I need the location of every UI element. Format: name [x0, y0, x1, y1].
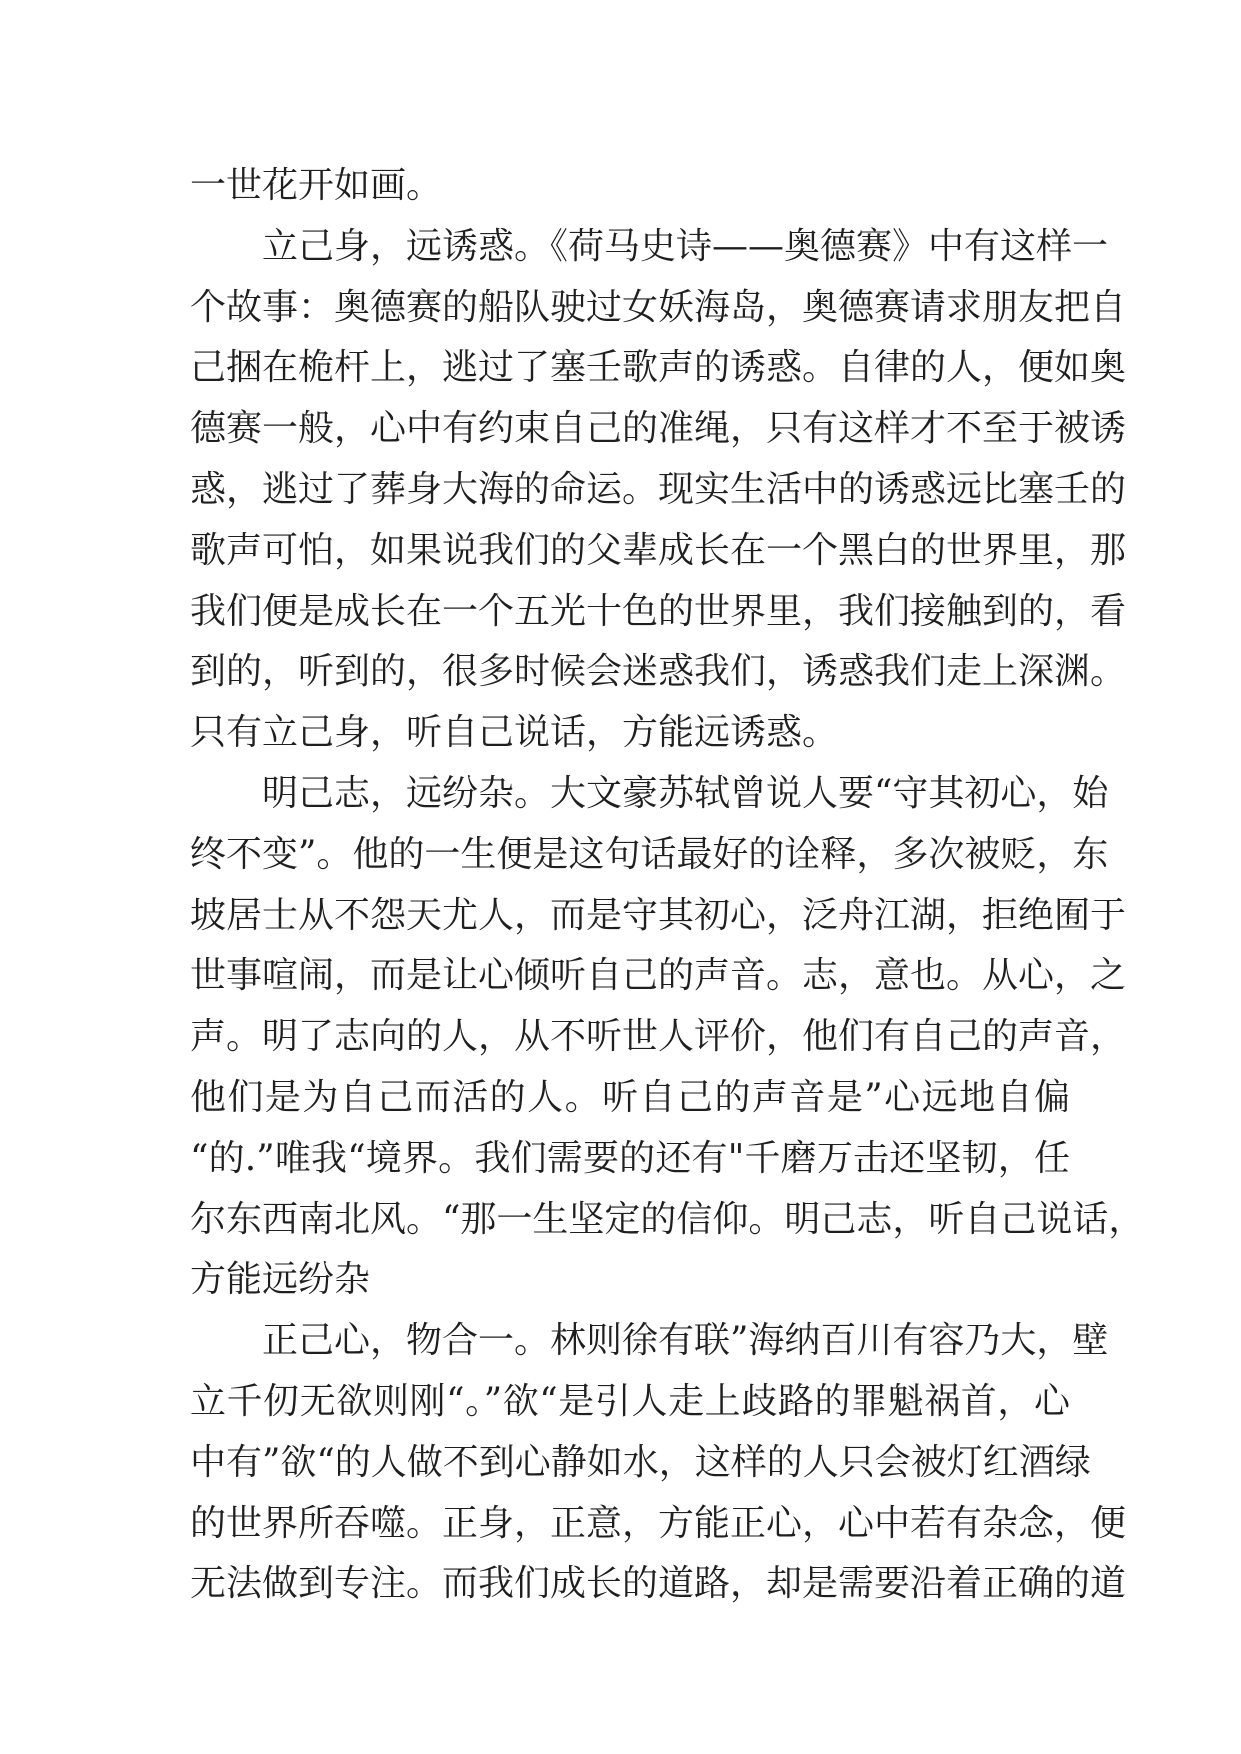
text-line: 到的，听到的，很多时候会迷惑我们，诱惑我们走上深渊。 — [190, 651, 1127, 693]
text-line: 立己身，远诱惑。《荷马史诗——奥德赛》中有这样一 — [262, 225, 1109, 267]
text-line: 个故事：奥德赛的船队驶过女妖海岛，奥德赛请求朋友把自 — [190, 286, 1127, 328]
text-line: 的世界所吞噬。正身，正意，方能正心，心中若有杂念，便 — [190, 1502, 1127, 1544]
body-text — [190, 156, 1145, 1615]
text-line: 终不变”。他的一生便是这句话最好的诠释，多次被贬，东 — [190, 833, 1109, 875]
text-line: 无法做到专注。而我们成长的道路，却是需要沿着正确的道 — [190, 1563, 1127, 1605]
text-line: 惑，逃过了葬身大海的命运。现实生活中的诱惑远比塞壬的 — [190, 468, 1127, 510]
text-line: 尔东西南北风。“那一生坚定的信仰。明己志，听自己说话， — [190, 1198, 1145, 1240]
text-line: 德赛一般，心中有约束自己的准绳，只有这样才不至于被诱 — [190, 408, 1127, 450]
text-line: “的.”唯我“境界。我们需要的还有"千磨万击还坚韧，任 — [190, 1137, 1070, 1179]
text-line: 我们便是成长在一个五光十色的世界里，我们接触到的，看 — [190, 590, 1127, 632]
text-line: 正己心，物合一。林则徐有联”海纳百川有容乃大，壁 — [262, 1320, 1109, 1362]
text-line: 世事喧闹，而是让心倾听自己的声音。志，意也。从心，之 — [190, 955, 1127, 997]
text-line: 己捆在桅杆上，逃过了塞壬歌声的诱惑。自律的人，便如奥 — [190, 347, 1127, 389]
text-line: 只有立己身，听自己说话，方能远诱惑。 — [190, 712, 839, 754]
text-line: 明己志，远纷杂。大文豪苏轼曾说人要“守其初心，始 — [262, 772, 1109, 814]
text-line: 声。明了志向的人，从不听世人评价，他们有自己的声音， — [190, 1016, 1127, 1058]
text-line: 方能远纷杂 — [190, 1259, 371, 1301]
text-line: 中有”欲“的人做不到心静如水，这样的人只会被灯红酒绿 — [190, 1441, 1091, 1483]
text-line: 坡居士从不怨天尤人，而是守其初心，泛舟江湖，拒绝囿于 — [190, 894, 1127, 936]
text-line: 歌声可怕，如果说我们的父辈成长在一个黑白的世界里，那 — [190, 529, 1127, 571]
text-line: 立千仞无欲则刚“。”欲“是引人走上歧路的罪魁祸首，心 — [190, 1380, 1070, 1422]
text-line: 一世花开如画。 — [190, 165, 443, 206]
text-line: 他们是为自己而活的人。听自己的声音是”心远地自偏 — [190, 1076, 1070, 1118]
